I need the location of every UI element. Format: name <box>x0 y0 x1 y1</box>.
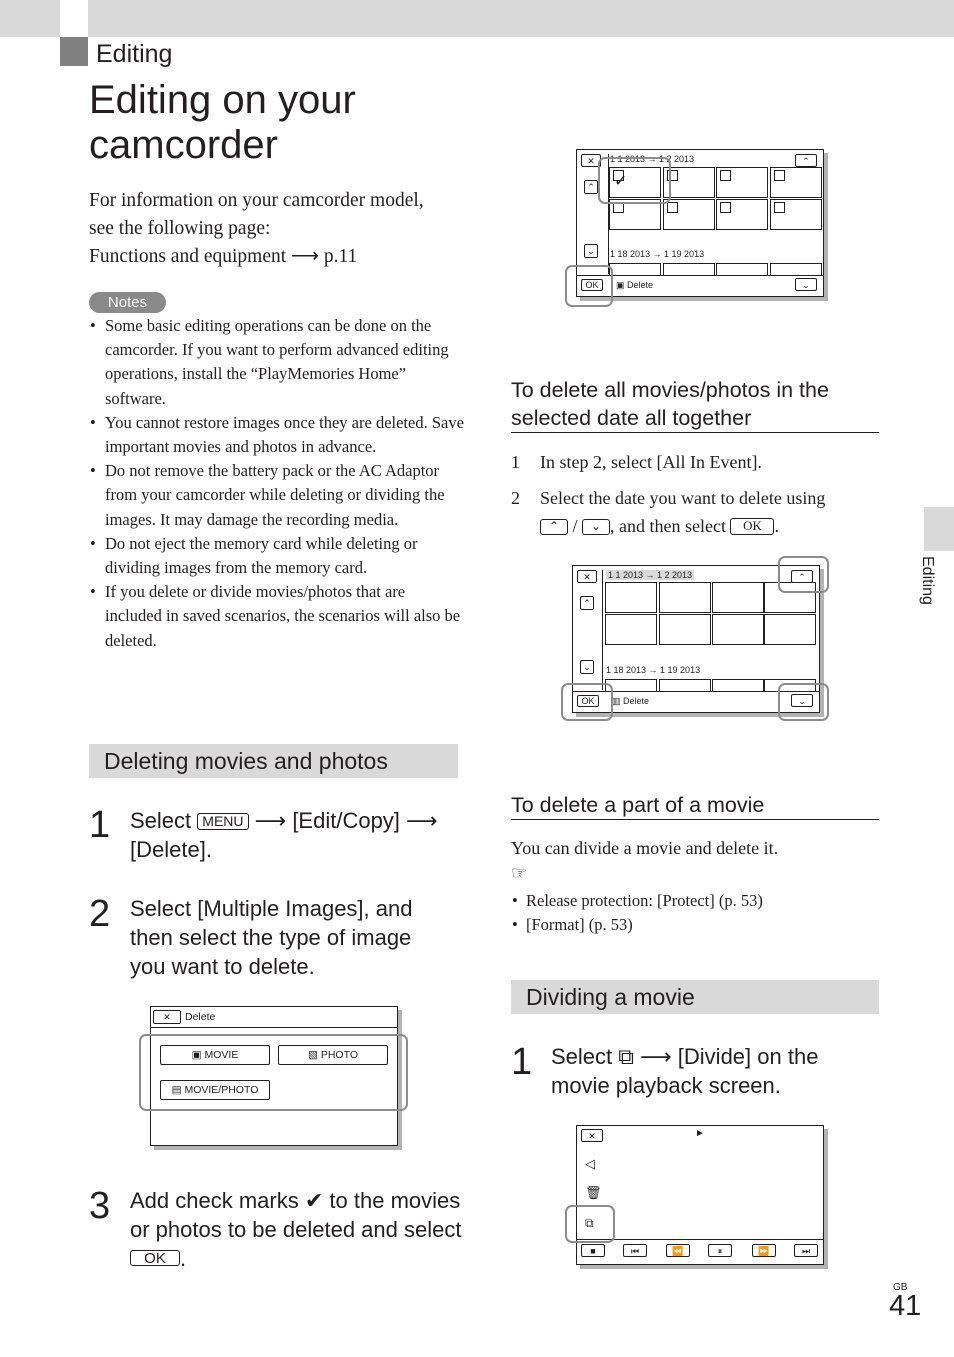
step-2-number: 2 <box>89 893 111 935</box>
stop-button[interactable]: ■ <box>581 1244 605 1257</box>
intro-line-2: see the following page: <box>89 218 271 239</box>
photo-icon: ▧ <box>308 1049 318 1061</box>
bullet-dot: • <box>512 915 518 934</box>
thumbnail[interactable] <box>770 263 822 275</box>
play-indicator-icon: ► <box>695 1128 705 1139</box>
part-movie-heading: To delete a part of a movie <box>511 791 879 820</box>
highlight-ring <box>139 1034 408 1111</box>
arrow-icon: ⟶ <box>254 808 287 833</box>
arrow-icon: ⟶ <box>291 246 319 267</box>
thumbnail[interactable] <box>663 263 715 275</box>
movie-icon: ▣ <box>191 1049 202 1061</box>
thumbnail[interactable] <box>716 199 768 230</box>
highlight-ring <box>778 556 829 593</box>
all-together-step-1 <box>511 448 879 478</box>
checkbox-checked[interactable]: ✓ <box>613 170 624 181</box>
step-1-end: [Delete]. <box>130 837 212 862</box>
step-3-mid: to the movies or photos to be deleted and select <box>130 1188 462 1242</box>
page-down-button[interactable]: ⌄ <box>791 694 813 707</box>
date-range-bottom: 1 18 2013 → 1 19 2013 <box>610 249 705 259</box>
delete-label <box>616 280 653 291</box>
movie-photo-icon: ▤ <box>171 1084 182 1096</box>
side-tab <box>924 507 954 551</box>
highlight-ring <box>565 1205 615 1243</box>
photo-button-label: PHOTO <box>320 1049 358 1061</box>
date-range-bottom: 1 18 2013 → 1 19 2013 <box>606 665 701 675</box>
ok-button[interactable]: OK <box>577 695 599 707</box>
deleting-heading: Deleting movies and photos <box>89 744 458 778</box>
thumbnail[interactable] <box>716 263 768 275</box>
step-3-text <box>130 1186 465 1273</box>
date-range-top: 1 1 2013 → 1 2 2013 <box>608 570 693 580</box>
divide-step-number: 1 <box>511 1041 533 1083</box>
delete-label-text: Delete <box>627 280 654 290</box>
thumbnail[interactable] <box>663 199 715 230</box>
volume-icon[interactable]: ◁ <box>585 1156 595 1171</box>
top-bar <box>0 0 954 37</box>
menu-key[interactable]: MENU <box>197 813 248 830</box>
step-3-end: . <box>180 1246 187 1271</box>
divide-step-pre: Select <box>551 1044 613 1069</box>
close-icon[interactable]: ✕ <box>577 570 597 583</box>
intro-link-text: Functions and equipment <box>89 246 287 267</box>
note-item: • Do not eject the memory card while deleting or dividing images from the memory card. <box>89 532 464 580</box>
checkbox[interactable] <box>774 170 785 181</box>
ok-key[interactable]: OK <box>730 518 774 535</box>
highlight-ring <box>561 683 613 721</box>
reference-icon: ☞ <box>511 863 528 883</box>
scroll-up-button[interactable]: ⌃ <box>580 596 594 610</box>
checkbox[interactable] <box>720 170 731 181</box>
highlight-ring <box>565 265 613 307</box>
trash-icon: ▥ <box>612 696 621 706</box>
step-number: 1 <box>511 452 520 472</box>
thumbnail[interactable] <box>659 679 711 691</box>
notes-badge: Notes <box>89 292 166 313</box>
thumbnail[interactable] <box>716 167 768 198</box>
step-number: 2 <box>511 488 520 508</box>
dividing-heading: Dividing a movie <box>511 980 879 1014</box>
page-down-button[interactable]: ⌄ <box>795 278 817 291</box>
scroll-down-button[interactable]: ⌄ <box>584 244 598 258</box>
side-label: Editing <box>919 556 936 605</box>
intro-line-3 <box>89 243 469 271</box>
step-1-pre: Select <box>130 808 192 833</box>
section-marker <box>60 37 88 66</box>
note-item: • If you delete or divide movies/photos that are included in saved scenarios, the scenarios will also be deleted. <box>89 580 464 653</box>
movie-photo-button-label: MOVIE/PHOTO <box>184 1084 259 1096</box>
step-text: In step 2, select [All In Event]. <box>540 452 762 472</box>
divide-icon: ⧉ <box>618 1044 634 1069</box>
close-button[interactable]: ✕ <box>153 1010 181 1024</box>
all-together-heading: To delete all movies/photos in the selected date all together <box>511 376 879 433</box>
page-up-button[interactable]: ⌃ <box>791 570 813 583</box>
thumbnail[interactable] <box>770 199 822 230</box>
divide-icon[interactable]: ⧉ <box>585 1216 594 1230</box>
highlight-ring <box>598 157 671 204</box>
intro-page-ref[interactable]: p.11 <box>323 246 358 267</box>
note-item: • You cannot restore images once they are deleted. Save important movies and photos in advance. <box>89 411 464 459</box>
step-1-text <box>130 806 460 864</box>
arrow-icon: ⟶ <box>406 808 438 833</box>
next-button[interactable]: ⏭ <box>794 1244 818 1257</box>
close-icon[interactable]: ✕ <box>581 1129 603 1142</box>
highlight-ring <box>778 683 829 721</box>
bullet-text[interactable]: Release protection: [Protect] (p. 53) <box>526 891 763 910</box>
step-1-number: 1 <box>89 804 111 846</box>
section-label: Editing <box>96 40 173 68</box>
part-movie-bullets <box>511 889 879 937</box>
ok-button[interactable]: OK <box>581 279 603 291</box>
note-item: • Do not remove the battery pack or the AC Adaptor from your camcorder while deleting or dividing the images. It may damage the recording media. <box>89 459 464 532</box>
page-down-key[interactable]: ⌄ <box>582 519 610 535</box>
step-2-end: . <box>774 516 779 536</box>
step-2-mid: , and then select <box>610 516 726 536</box>
playback-screen <box>576 1125 824 1265</box>
thumbnail[interactable] <box>770 167 822 198</box>
step-3-pre: Add check marks <box>130 1188 299 1213</box>
date-range-top: 1 1 2013 → 1 2 2013 <box>610 154 695 164</box>
step-3-number: 3 <box>89 1185 111 1227</box>
thumbnail[interactable] <box>609 263 661 275</box>
top-bar-gap <box>60 0 88 37</box>
movie-icon: ▣ <box>616 280 625 290</box>
movie-button-label: MOVIE <box>204 1049 239 1061</box>
fast-forward-button[interactable]: ⏩ <box>752 1244 776 1257</box>
previous-button[interactable]: ⏮ <box>623 1244 647 1257</box>
delete-label-text: Delete <box>623 696 650 706</box>
region-code: GB <box>893 1282 908 1293</box>
intro <box>89 187 469 271</box>
thumbnail[interactable] <box>712 582 764 613</box>
pause-button[interactable]: ⏸ <box>708 1244 732 1257</box>
divide-step-mid: [Divide] on the movie playback screen. <box>551 1044 819 1098</box>
screen-divider <box>577 275 823 276</box>
note-item: • Some basic editing operations can be done on the camcorder. If you want to perform advanced editing operations, install the “PlayMemories Home” software. <box>89 314 464 411</box>
rewind-button[interactable]: ⏪ <box>666 1244 690 1257</box>
ok-key[interactable]: OK <box>130 1250 180 1266</box>
checkbox[interactable] <box>720 202 731 213</box>
bullet-dot: • <box>512 891 518 910</box>
thumbnail[interactable] <box>712 614 764 645</box>
step-text <box>540 484 880 540</box>
delete-label <box>612 696 649 707</box>
step-2-text: Select [Multiple Images], and then select the type of image you want to delete. <box>130 896 413 979</box>
page-up-key[interactable]: ⌃ <box>540 519 568 535</box>
thumbnail[interactable] <box>659 614 711 645</box>
bullet-item <box>511 913 879 937</box>
thumbnail[interactable] <box>605 582 657 613</box>
slash: / <box>572 516 578 536</box>
step-2-pre: Select the date you want to delete using <box>540 488 826 508</box>
thumbnail[interactable] <box>605 614 657 645</box>
checkbox[interactable] <box>667 202 678 213</box>
trash-icon[interactable]: 🗑 <box>585 1185 602 1200</box>
thumbnail[interactable] <box>764 614 816 645</box>
notes-list <box>89 314 464 653</box>
screen-divider <box>151 1027 397 1028</box>
step-1-mid: [Edit/Copy] <box>292 808 400 833</box>
scroll-down-button[interactable]: ⌄ <box>580 660 594 674</box>
scroll-up-button[interactable]: ⌃ <box>584 180 598 194</box>
divide-step-text <box>551 1042 871 1100</box>
bullet-text[interactable]: [Format] (p. 53) <box>526 915 633 934</box>
page-title: Editing on your camcorder <box>89 78 356 167</box>
screen-title: Delete <box>185 1011 216 1023</box>
thumbnail[interactable] <box>712 679 764 691</box>
page-number: 41 <box>889 1290 922 1322</box>
arrow-icon: ⟶ <box>640 1044 672 1069</box>
close-icon[interactable]: ✕ <box>581 154 601 167</box>
screen-divider <box>602 570 603 690</box>
bullet-item <box>511 889 879 913</box>
intro-line-1: For information on your camcorder model, <box>89 190 424 211</box>
checkbox[interactable] <box>774 202 785 213</box>
checkmark-icon: ✔ <box>304 1188 324 1213</box>
part-movie-text: You can divide a movie and delete it. <box>511 838 779 858</box>
all-together-step-2 <box>511 484 879 544</box>
thumbnail[interactable] <box>659 582 711 613</box>
page-up-button[interactable]: ⌃ <box>795 154 817 167</box>
